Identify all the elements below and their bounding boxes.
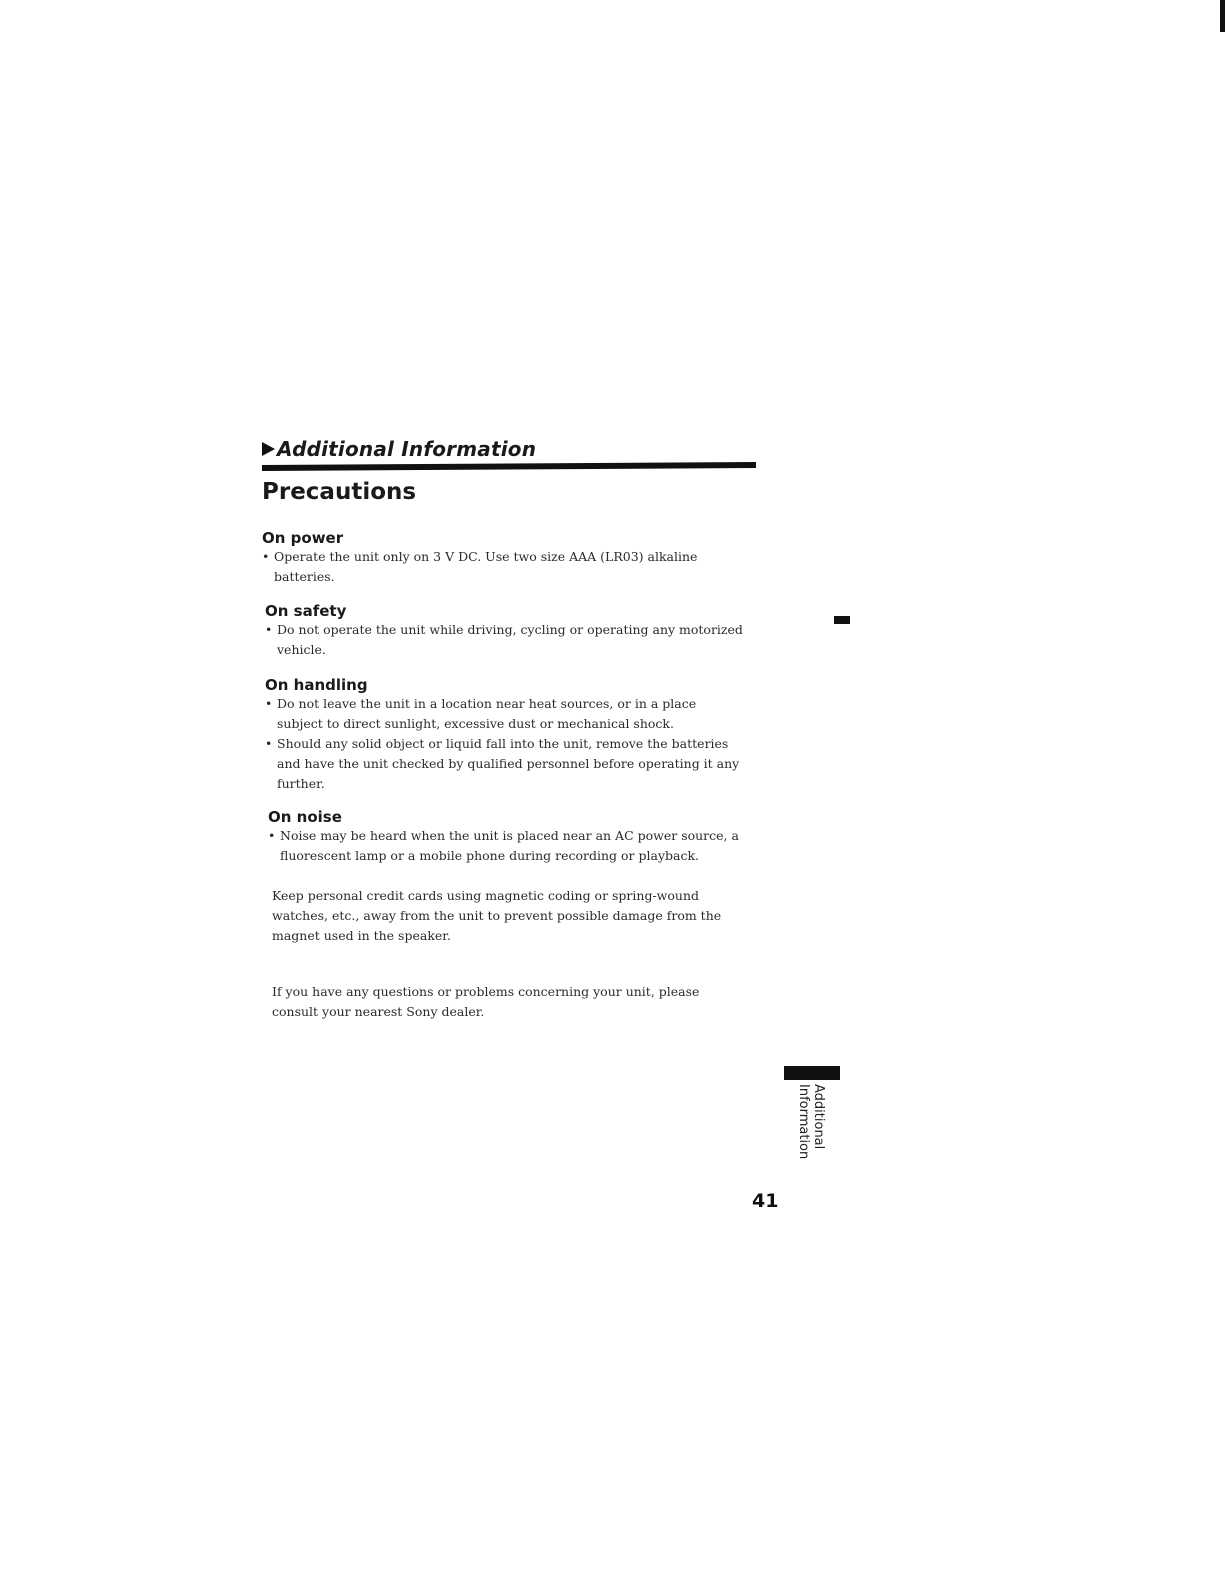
section-heading: On noise <box>268 808 342 826</box>
bullet-item: • Do not operate the unit while driving, cycling or operating any motorized vehicle. <box>265 620 745 660</box>
contact-paragraph: If you have any questions or problems concerning your unit, please consult your nearest Sony dealer. <box>272 984 700 1019</box>
header-rule <box>262 462 756 471</box>
section-on-handling <box>262 676 762 794</box>
section-on-noise <box>262 808 762 866</box>
bullet-item: • Do not leave the unit in a location near heat sources, or in a place subject to direct sunlight, excessive dust or mechanical shock. <box>265 694 745 734</box>
side-tab-label: Additional Information <box>796 1084 826 1160</box>
bullet-item: • Noise may be heard when the unit is placed near an AC power source, a fluorescent lamp or a mobile phone during recording or playback. <box>268 826 748 866</box>
section-heading: On handling <box>265 676 368 694</box>
bullet-item: • Operate the unit only on 3 V DC. Use two size AAA (LR03) alkaline batteries. <box>262 547 742 587</box>
section-header <box>262 436 762 462</box>
page-content <box>262 436 762 1022</box>
bullet-item: • Should any solid object or liquid fall into the unit, remove the batteries and have the unit checked by qualified personnel before operating it any further. <box>265 734 745 794</box>
credit-card-paragraph: Keep personal credit cards using magnetic coding or spring-wound watches, etc., away from the unit to prevent possible damage from the magnet used in the speaker. <box>272 888 722 943</box>
section-heading: On safety <box>265 602 347 620</box>
page-title: Precautions <box>262 479 417 505</box>
margin-mark <box>834 616 850 624</box>
scan-edge-mark <box>1220 0 1225 32</box>
page-number: 41 <box>752 1190 779 1212</box>
side-tab-bar <box>784 1066 840 1080</box>
section-on-safety <box>262 602 762 660</box>
triangle-arrow-icon <box>262 442 275 456</box>
section-on-power <box>262 529 762 587</box>
section-heading: On power <box>262 529 344 547</box>
section-header-label: Additional Information <box>277 437 537 461</box>
